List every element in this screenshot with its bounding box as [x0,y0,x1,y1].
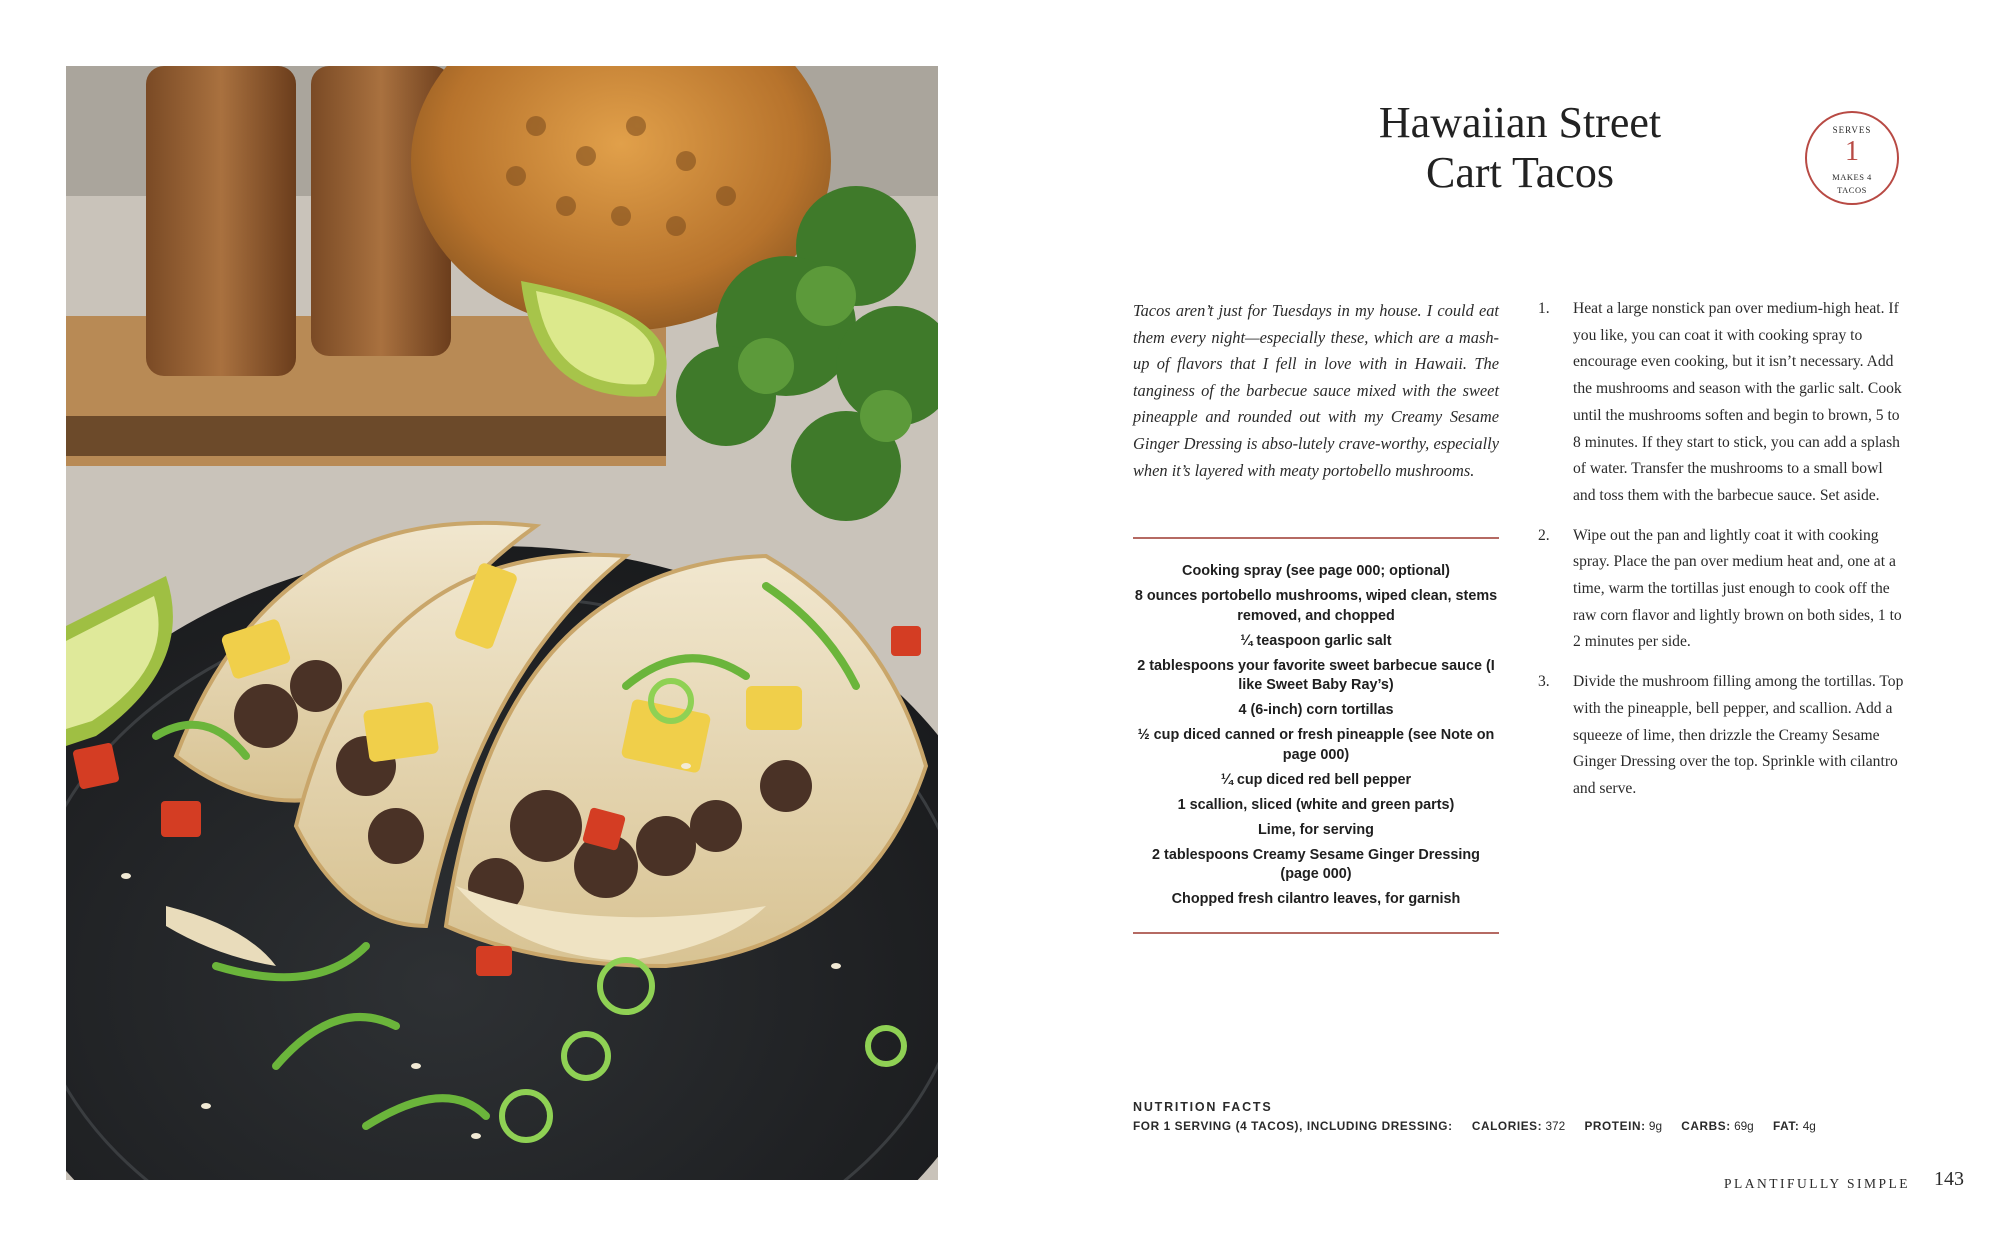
serves-badge [1805,111,1899,205]
carbs-label: CARBS: [1681,1119,1731,1133]
calories-value: 372 [1545,1119,1566,1133]
nutrition-serving: FOR 1 SERVING (4 TACOS), INCLUDING DRESSING: [1133,1119,1453,1133]
fat-value: 4g [1802,1119,1816,1133]
ingredient-item: Chopped fresh cilantro leaves, for garnish [1171,891,1461,907]
step-item [1538,296,1906,510]
step-number: 1. [1538,300,1550,317]
step-item [1538,669,1906,803]
nutrition-line [1133,1119,1833,1133]
step-number: 2. [1538,526,1550,544]
step-text: Heat a large nonstick pan over medium-high heat. If you like, you can coat it with cooking spray to encourage even cooking, but it isn’t necessary. Add the mushrooms and season with the garlic salt. Cook until the mushrooms soften and begin to brown, 5 to 8 minutes. If they start to stick, you can add a splash of water. Transfer the mushrooms to a small bowl and toss them with the barbecue sauce. Set aside. [1573,300,1902,504]
ingredient-item: ¼ cup diced red bell pepper [1220,771,1412,788]
page-number: 143 [1934,1168,1964,1190]
divider-bottom [1133,932,1499,934]
direction-steps [1538,296,1906,816]
recipe-photo [66,66,938,1180]
ingredient-item: ¼ teaspoon garlic salt [1240,632,1392,649]
nutrition-facts [1133,1100,1833,1133]
carbs-value: 69g [1734,1119,1754,1133]
step-item [1538,523,1906,657]
recipe-title [1290,98,1750,198]
ingredient-item: 4 (6-inch) corn tortillas [1238,702,1394,718]
divider-top [1133,537,1499,539]
protein-label: PROTEIN: [1584,1119,1646,1133]
ingredient-list [1133,562,1499,915]
makes-label: MAKES 4 TACOS [1832,172,1872,195]
step-number: 3. [1538,673,1550,691]
book-title-footer: PLANTIFULLY SIMPLE [1724,1176,1911,1191]
recipe-intro: Tacos aren’t just for Tuesdays in my house. I could eat them every night—especially these, which are a mash-up of flavors that I fell in love with in Hawaii. The tanginess of the barbecue sauce mixed with the sweet pineapple and rounded out with my Creamy Sesame Ginger Dressing is abso-lutely crave-worthy, especially when it’s layered with meaty portobello mushrooms. [1133,301,1499,480]
fat-label: FAT: [1773,1119,1800,1133]
step-text: Wipe out the pan and lightly coat it with cooking spray. Place the pan over medium heat and, one at a time, warm the tortillas just enough to cook off the raw corn flavor and lightly brown on both sides, 1 to 2 minutes per side. [1573,526,1902,651]
ingredient-item: ½ cup diced canned or fresh pineapple (see Note on page 000) [1137,727,1495,763]
tacos-illustration [66,66,938,1180]
nutrition-heading: NUTRITION FACTS [1133,1100,1273,1114]
ingredient-item: 2 tablespoons Creamy Sesame Ginger Dressing (page 000) [1152,846,1480,882]
serves-number: 1 [1845,136,1859,167]
ingredient-item: Lime, for serving [1258,821,1374,838]
serves-label: SERVES [1832,125,1872,135]
protein-value: 9g [1648,1119,1663,1133]
title-line-1: Hawaiian Street [1378,98,1662,147]
calories-label: CALORIES: [1471,1119,1543,1133]
ingredient-item: 2 tablespoons your favorite sweet barbecue sauce (I like Sweet Baby Ray’s) [1137,657,1495,693]
ingredient-item: 1 scallion, sliced (white and green parts) [1177,796,1455,813]
step-text: Divide the mushroom filling among the tortillas. Top with the pineapple, bell pepper, and scallion. Add a squeeze of lime, then drizzle the Creamy Sesame Ginger Dressing over the top. Sprinkle with cilantro and serve. [1573,673,1904,797]
ingredient-item: Cooking spray (see page 000; optional) [1182,563,1450,579]
title-line-2: Cart Tacos [1426,148,1614,197]
ingredient-item: 8 ounces portobello mushrooms, wiped clean, stems removed, and chopped [1134,588,1498,624]
